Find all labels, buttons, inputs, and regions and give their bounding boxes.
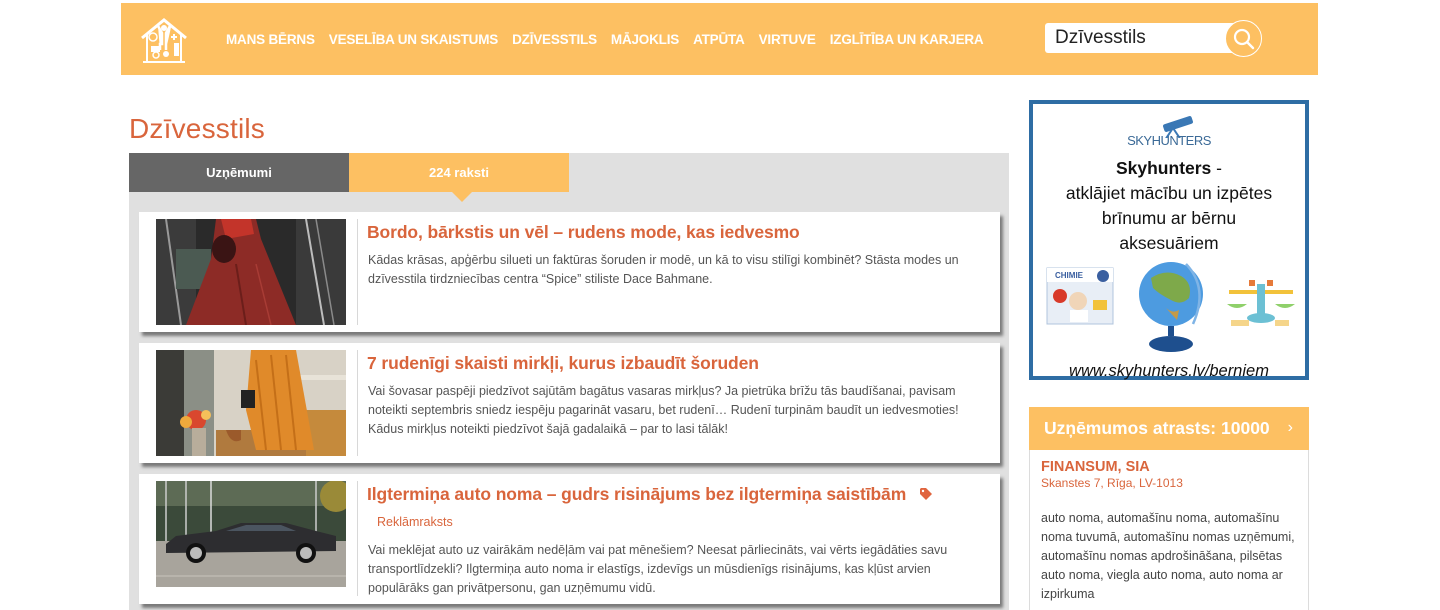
tab-articles[interactable]: 224 raksti bbox=[349, 153, 569, 192]
nav-item-majoklis[interactable]: MĀJOKLIS bbox=[610, 31, 680, 47]
orange-sweater-photo-icon bbox=[156, 350, 346, 456]
home-logo[interactable] bbox=[139, 16, 189, 66]
divider bbox=[357, 219, 358, 325]
site-header bbox=[121, 3, 1318, 75]
ad-line-3: brīnumu ar bērnu bbox=[1101, 208, 1237, 228]
nav-item-veseliba-un-skaistums[interactable]: VESELĪBA UN SKAISTUMS bbox=[328, 31, 499, 47]
page-title: Dzīvesstils bbox=[129, 113, 265, 144]
globe-icon bbox=[1131, 258, 1211, 354]
sponsored-label: Reklāmraksts bbox=[377, 515, 453, 529]
article-description: Kādas krāsas, apģērbu silueti un faktūras šoruden ir modē, un kā to visu stilīgi kombinēt? Stāsta modes un dzīvesstila tirdzniecības centra “Spice” stiliste Dace Bahmane. bbox=[368, 253, 959, 286]
article-thumbnail[interactable] bbox=[156, 350, 346, 456]
balance-scale-toy-icon bbox=[1223, 280, 1299, 330]
companies-count-label: Uzņēmumos atrasts: 10000 bbox=[1044, 418, 1270, 438]
search-input[interactable] bbox=[1045, 23, 1235, 53]
article-title[interactable]: Bordo, bārkstis un vēl – rudens mode, kas iedvesmo bbox=[367, 222, 800, 242]
company-name[interactable]: FINANSUM, SIA bbox=[1041, 459, 1150, 475]
tab-bar bbox=[129, 153, 569, 192]
article-card[interactable] bbox=[139, 212, 1000, 332]
nav-item-atputa[interactable]: ATPŪTA bbox=[693, 31, 745, 47]
search-icon bbox=[1232, 27, 1256, 51]
ad-headline-dash: - bbox=[1211, 158, 1222, 178]
nav-item-izglitiba-un-karjera[interactable]: IZGLĪTĪBA UN KARJERA bbox=[829, 31, 984, 47]
ad-headline bbox=[1033, 156, 1305, 256]
house-family-icon bbox=[139, 16, 189, 66]
article-card[interactable] bbox=[139, 474, 1000, 604]
ad-line-2: atklājiet mācību un izpētes bbox=[1065, 183, 1273, 203]
article-title[interactable]: 7 rudenīgi skaisti mirkļi, kurus izbaudīt šoruden bbox=[367, 353, 759, 373]
article-title[interactable]: Ilgtermiņa auto noma – gudrs risinājums bez ilgtermiņa saistībām bbox=[367, 484, 907, 504]
skyhunters-logo bbox=[1033, 116, 1305, 150]
ad-brand: SKYHUNTERS bbox=[1127, 133, 1211, 148]
nav-item-dzivesstils[interactable]: DZĪVESSTILS bbox=[512, 31, 597, 47]
chevron-right-icon[interactable]: › bbox=[1287, 419, 1293, 436]
ad-url[interactable]: www.skyhunters.lv/berniem bbox=[1069, 362, 1269, 380]
tag-icon bbox=[919, 487, 933, 506]
article-description: Vai šovasar paspēji piedzīvot sajūtām bagātus vasaras mirkļus? Ja pietrūka brīžu tās baudīšanai, pavisam noteikti septembris sniedz iespēju pagarināt vasaru, bet rudenī… Rudenī turpinām baudīt un iedvesmoties! Kādus mirkļus noteikti piedzīvot šajā gadalaikā – par to lasi tālāk! bbox=[368, 384, 959, 436]
ad-product-images bbox=[1033, 258, 1305, 358]
company-keywords: auto noma, automašīnu noma, automašīnu noma tuvumā, automašīnu nomas uzņēmumi, automašīnu nomas apdrošināšana, pilsētas auto noma, viegla auto noma, auto noma ar izpirkuma bbox=[1041, 511, 1295, 601]
skyhunters-ad-banner[interactable] bbox=[1029, 100, 1309, 380]
ad-headline-bold: Skyhunters bbox=[1115, 158, 1212, 178]
car-photo-icon bbox=[156, 481, 346, 587]
article-thumbnail[interactable] bbox=[156, 219, 346, 325]
nav-item-mans-berns[interactable]: MANS BĒRNS bbox=[226, 31, 315, 47]
red-skirt-photo-icon bbox=[156, 219, 346, 325]
ad-line-4: aksesuāriem bbox=[1119, 233, 1219, 253]
svg-text:CHIMIE: CHIMIE bbox=[1055, 271, 1083, 280]
divider bbox=[357, 350, 358, 456]
divider bbox=[357, 481, 358, 596]
tab-companies[interactable]: Uzņēmumi bbox=[129, 153, 349, 192]
company-address: Skanstes 7, Rīga, LV-1013 bbox=[1041, 476, 1183, 490]
content-panel bbox=[129, 153, 1009, 610]
nav-item-virtuve[interactable]: VIRTUVE bbox=[758, 31, 816, 47]
search-box bbox=[1045, 20, 1263, 56]
chemistry-kit-icon bbox=[1045, 266, 1115, 326]
article-card[interactable] bbox=[139, 343, 1000, 463]
companies-widget bbox=[1029, 407, 1309, 610]
companies-count-header[interactable] bbox=[1029, 407, 1309, 450]
main-nav bbox=[226, 3, 997, 75]
search-button[interactable] bbox=[1225, 20, 1262, 57]
article-thumbnail[interactable] bbox=[156, 481, 346, 587]
article-description: Vai meklējat auto uz vairākām nedēļām vai pat mēnešiem? Neesat pārliecināts, vai vērts iegādāties savu transportlīdzekli? Ilgtermiņa auto noma ir elastīgs, izdevīgs un mūsdienīgs risinājums, kas kļūst arvien populārāks gan privātpersonu, gan uzņēmumu vidū. bbox=[368, 543, 948, 595]
